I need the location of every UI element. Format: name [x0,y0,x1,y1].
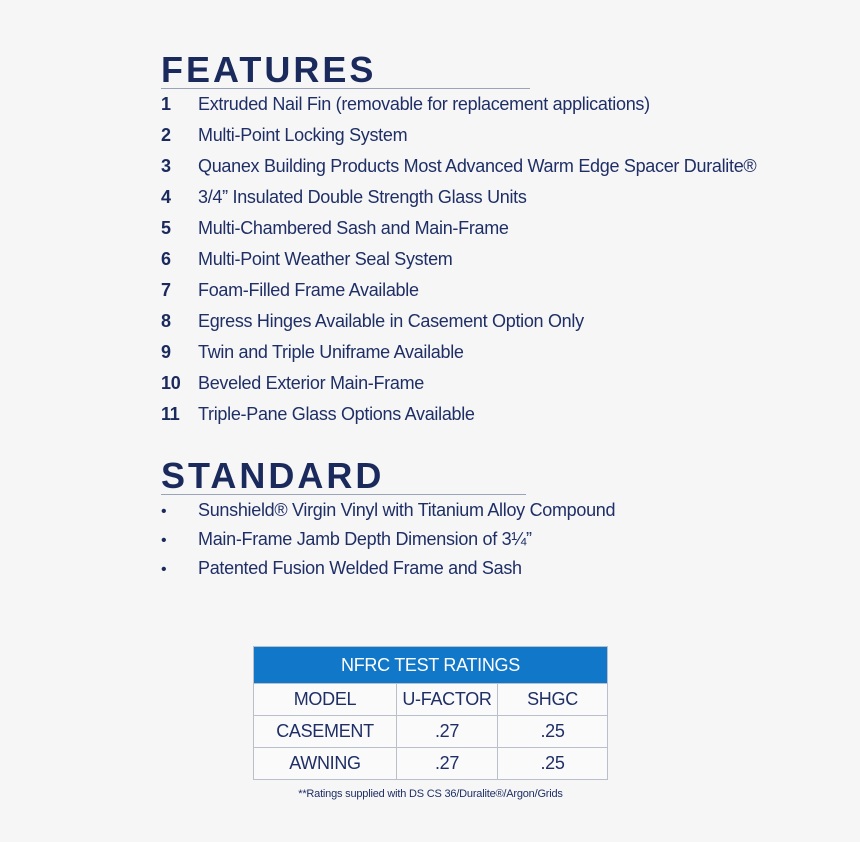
item-number: 11 [161,404,180,424]
table-row [254,716,608,748]
item-number: 7 [161,280,171,300]
list-item [161,156,756,187]
ratings-footnote: **Ratings supplied with DS CS 36/Duralite®/Argon/Grids [298,788,563,800]
features-heading: FEATURES [161,49,377,90]
item-number: 1 [161,94,171,114]
features-list [161,94,756,435]
list-item [161,125,756,156]
column-header-u-factor: U-FACTOR [397,684,498,716]
item-number: 3 [161,156,171,176]
table-cell: .25 [498,716,608,748]
list-item [161,249,756,280]
column-header-model: MODEL [254,684,397,716]
item-text: Egress Hinges Available in Casement Option Only [198,311,584,331]
item-number: 10 [161,373,181,393]
table-cell: .27 [397,716,498,748]
list-item [161,94,756,125]
table-cell: .25 [498,748,608,780]
item-text: Extruded Nail Fin (removable for replacement applications) [198,94,650,114]
item-text: Main-Frame Jamb Depth Dimension of 3¼” [198,529,532,549]
item-number: 5 [161,218,171,238]
item-text: Multi-Point Weather Seal System [198,249,453,269]
item-number: 4 [161,187,171,207]
item-text: Triple-Pane Glass Options Available [198,404,475,424]
item-text: Quanex Building Products Most Advanced Warm Edge Spacer Duralite® [198,156,757,176]
standard-heading: STANDARD [161,455,385,496]
table-cell: AWNING [254,748,397,780]
item-text: Multi-Chambered Sash and Main-Frame [198,218,509,238]
item-text: Foam-Filled Frame Available [198,280,419,300]
table-header-row [254,684,608,716]
item-number: 8 [161,311,171,331]
item-number: 6 [161,249,171,269]
table-title: NFRC TEST RATINGS [254,647,608,684]
item-text: Twin and Triple Uniframe Available [198,342,464,362]
column-header-shgc: SHGC [498,684,608,716]
nfrc-ratings-table [253,646,608,780]
item-text: 3/4” Insulated Double Strength Glass Units [198,187,527,207]
bullet-icon: • [161,503,167,520]
list-item [161,529,615,558]
table-cell: CASEMENT [254,716,397,748]
list-item [161,500,615,529]
table-title-row [254,647,608,684]
bullet-icon: • [161,561,167,578]
list-item [161,280,756,311]
list-item [161,342,756,373]
standard-list [161,500,615,587]
list-item [161,187,756,218]
item-text: Beveled Exterior Main-Frame [198,373,424,393]
list-item [161,404,756,435]
item-number: 9 [161,342,171,362]
bullet-icon: • [161,532,167,549]
item-text: Multi-Point Locking System [198,125,408,145]
standard-divider [161,494,526,495]
table-cell: .27 [397,748,498,780]
list-item [161,558,615,587]
table-row [254,748,608,780]
item-text: Patented Fusion Welded Frame and Sash [198,558,522,578]
list-item [161,311,756,342]
item-text: Sunshield® Virgin Vinyl with Titanium Alloy Compound [198,500,616,520]
list-item [161,373,756,404]
item-number: 2 [161,125,171,145]
list-item [161,218,756,249]
features-divider [161,88,530,89]
